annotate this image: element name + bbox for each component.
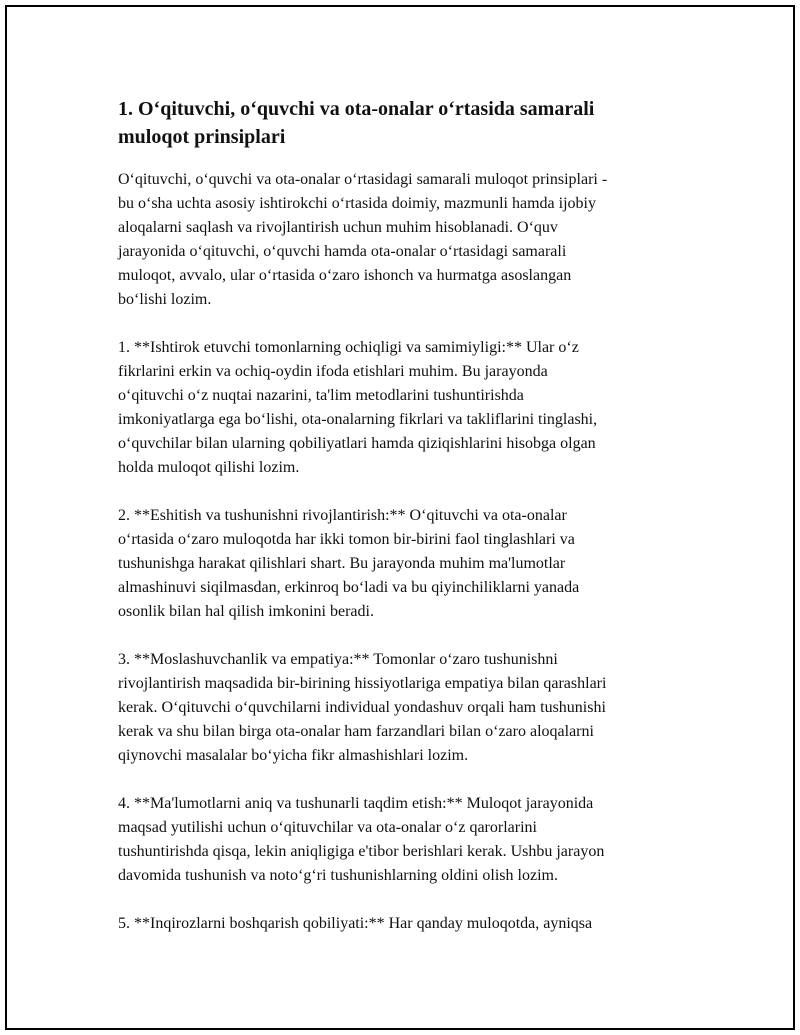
heading-line: 1. O‘qituvchi, o‘quvchi va ota-onalar o‘rtasida samarali — [118, 98, 595, 120]
text-line: davomida tushunish va noto‘g‘ri tushunishlarning oldini olish lozim. — [118, 867, 558, 884]
text-line: 2. **Eshitish va tushunishni rivojlantirish:** O‘qituvchi va ota-onalar — [118, 507, 567, 524]
heading-line: muloqot prinsiplari — [118, 126, 286, 148]
text-line: 3. **Moslashuvchanlik va empatiya:** Tomonlar o‘zaro tushunishni — [118, 651, 558, 668]
text-line: tushuntirishda qisqa, lekin aniqligiga e'tibor berishlari kerak. Ushbu jarayon — [118, 843, 605, 860]
text-line: bo‘lishi lozim. — [118, 291, 212, 308]
text-line: muloqot, avvalo, ular o‘rtasida o‘zaro ishonch va hurmatga asoslangan — [118, 267, 572, 284]
text-line: maqsad yutilishi uchun o‘qituvchilar va ota-onalar o‘z qarorlarini — [118, 819, 537, 836]
text-line: almashinuvi siqilmasdan, erkinroq bo‘ladi va bu qiyinchiliklarni yanada — [118, 579, 580, 596]
text-line: qiynovchi masalalar bo‘yicha fikr almashishlari lozim. — [118, 747, 469, 764]
text-line: holda muloqot qilishi lozim. — [118, 459, 300, 476]
text-line: 4. **Ma'lumotlarni aniq va tushunarli taqdim etish:** Muloqot jarayonida — [118, 795, 594, 812]
text-line: imkoniyatlarga ega bo‘lishi, ota-onalarning fikrlari va takliflarini tinglashi, — [118, 411, 598, 428]
paragraph-item-5 — [118, 912, 693, 936]
section-heading — [118, 95, 693, 151]
paragraph-item-2 — [118, 504, 693, 624]
text-line: kerak. O‘qituvchi o‘quvchilarni individual yondashuv orqali ham tushunishi — [118, 699, 606, 716]
text-line: o‘quvchilar bilan ularning qobiliyatlari hamda qiziqishlarini hisobga olgan — [118, 435, 596, 452]
paragraph-item-4 — [118, 792, 693, 888]
text-line: tushunishga harakat qilishlari shart. Bu jarayonda muhim ma'lumotlar — [118, 555, 566, 572]
text-line: O‘qituvchi, o‘quvchi va ota-onalar o‘rtasidagi samarali muloqot prinsiplari - — [118, 171, 608, 188]
paragraph-item-1 — [118, 336, 693, 480]
text-line: bu o‘sha uchta asosiy ishtirokchi o‘rtasida doimiy, mazmunli hamda ijobiy — [118, 195, 596, 212]
text-line: osonlik bilan hal qilish imkonini beradi. — [118, 603, 374, 620]
document-body — [118, 95, 693, 960]
text-line: rivojlantirish maqsadida bir-birining hissiyotlariga empatiya bilan qarashlari — [118, 675, 607, 692]
text-line: jarayonida o‘qituvchi, o‘quvchi hamda ota-onalar o‘rtasidagi samarali — [118, 243, 567, 260]
text-line: 5. **Inqirozlarni boshqarish qobiliyati:** Har qanday muloqotda, ayniqsa — [118, 915, 593, 932]
text-line: o‘rtasida o‘zaro muloqotda har ikki tomon bir-birini faol tinglashlari va — [118, 531, 575, 548]
text-line: o‘qituvchi o‘z nuqtai nazarini, ta'lim metodlarini tushuntirishda — [118, 387, 524, 404]
text-line: 1. **Ishtirok etuvchi tomonlarning ochiqligi va samimiyligi:** Ular o‘z — [118, 339, 579, 356]
paragraph-item-3 — [118, 648, 693, 768]
text-line: aloqalarni saqlash va rivojlantirish uchun muhim hisoblanadi. O‘quv — [118, 219, 558, 236]
text-line: kerak va shu bilan birga ota-onalar ham farzandlari bilan o‘zaro aloqalarni — [118, 723, 594, 740]
text-line: fikrlarini erkin va ochiq-oydin ifoda etishlari muhim. Bu jarayonda — [118, 363, 548, 380]
paragraph-intro — [118, 168, 693, 312]
